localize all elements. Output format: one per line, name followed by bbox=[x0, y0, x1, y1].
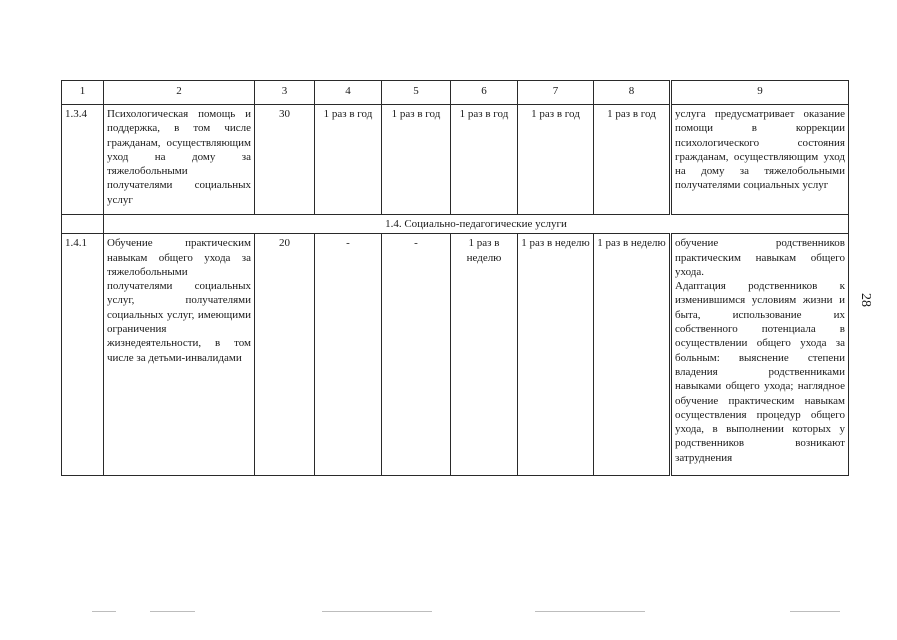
service-description bbox=[671, 234, 849, 476]
header-cell-7: 7 bbox=[518, 81, 594, 105]
cell-col6: 1 раз в неделю bbox=[451, 234, 518, 476]
description-paragraph-1: обучение родственников практическим навыкам общего ухода. bbox=[675, 237, 845, 278]
table-row-1-3-4 bbox=[62, 105, 849, 215]
scan-artifact-line bbox=[322, 611, 432, 612]
column-number-row bbox=[62, 81, 849, 105]
cell-col8: 1 раз в год bbox=[594, 105, 671, 215]
page-number: 28 bbox=[858, 293, 873, 307]
section-title: 1.4. Социально-педагогические услуги bbox=[104, 215, 849, 234]
row-number: 1.3.4 bbox=[62, 105, 104, 215]
header-cell-8: 8 bbox=[594, 81, 671, 105]
section-row-1-4 bbox=[62, 215, 849, 234]
header-cell-9: 9 bbox=[671, 81, 849, 105]
scan-artifact-line bbox=[790, 611, 840, 612]
header-cell-1: 1 bbox=[62, 81, 104, 105]
cell-col6: 1 раз в год bbox=[451, 105, 518, 215]
cell-col7: 1 раз в неделю bbox=[518, 234, 594, 476]
cell-col5: 1 раз в год bbox=[382, 105, 451, 215]
header-cell-6: 6 bbox=[451, 81, 518, 105]
scan-artifact-line bbox=[92, 611, 116, 612]
service-description: услуга предусматривает оказание помощи в коррекции психологического состояния гражданам, осуществляющим уход на дому за тяжелобольными получателями социальных услуг bbox=[671, 105, 849, 215]
cell-col7: 1 раз в год bbox=[518, 105, 594, 215]
header-cell-5: 5 bbox=[382, 81, 451, 105]
header-cell-4: 4 bbox=[315, 81, 382, 105]
header-cell-3: 3 bbox=[255, 81, 315, 105]
section-spacer bbox=[62, 215, 104, 234]
cell-col8: 1 раз в неделю bbox=[594, 234, 671, 476]
cell-col3: 20 bbox=[255, 234, 315, 476]
header-cell-2: 2 bbox=[104, 81, 255, 105]
cell-col4: - bbox=[315, 234, 382, 476]
cell-col3: 30 bbox=[255, 105, 315, 215]
service-name: Психологическая помощь и поддержка, в том числе гражданам, осуществляющим уход на дому за тяжелобольными получателями социальных услуг bbox=[104, 105, 255, 215]
row-number: 1.4.1 bbox=[62, 234, 104, 476]
cell-col5: - bbox=[382, 234, 451, 476]
cell-col4: 1 раз в год bbox=[315, 105, 382, 215]
scan-artifact-line bbox=[150, 611, 195, 612]
table-row-1-4-1 bbox=[62, 234, 849, 476]
description-paragraph-2: Адаптация родственников к изменившимся условиям жизни и быта, использование их собственного потенциала в осуществлении общего ухода за больным: выяснение степени владения родственниками навыками общего ухода; наглядное обучение практическим навыкам осуществления процедур общего ухода, в выполнении которых у родственников возникают затруднения bbox=[675, 280, 845, 464]
services-table bbox=[61, 80, 849, 476]
service-name: Обучение практическим навыкам общего ухода за тяжелобольными получателями социальных услуг, получателями социальных услуг, имеющими ограничения жизнедеятельности, в том числе за детьми-инвалидами bbox=[104, 234, 255, 476]
scan-artifact-line bbox=[535, 611, 645, 612]
